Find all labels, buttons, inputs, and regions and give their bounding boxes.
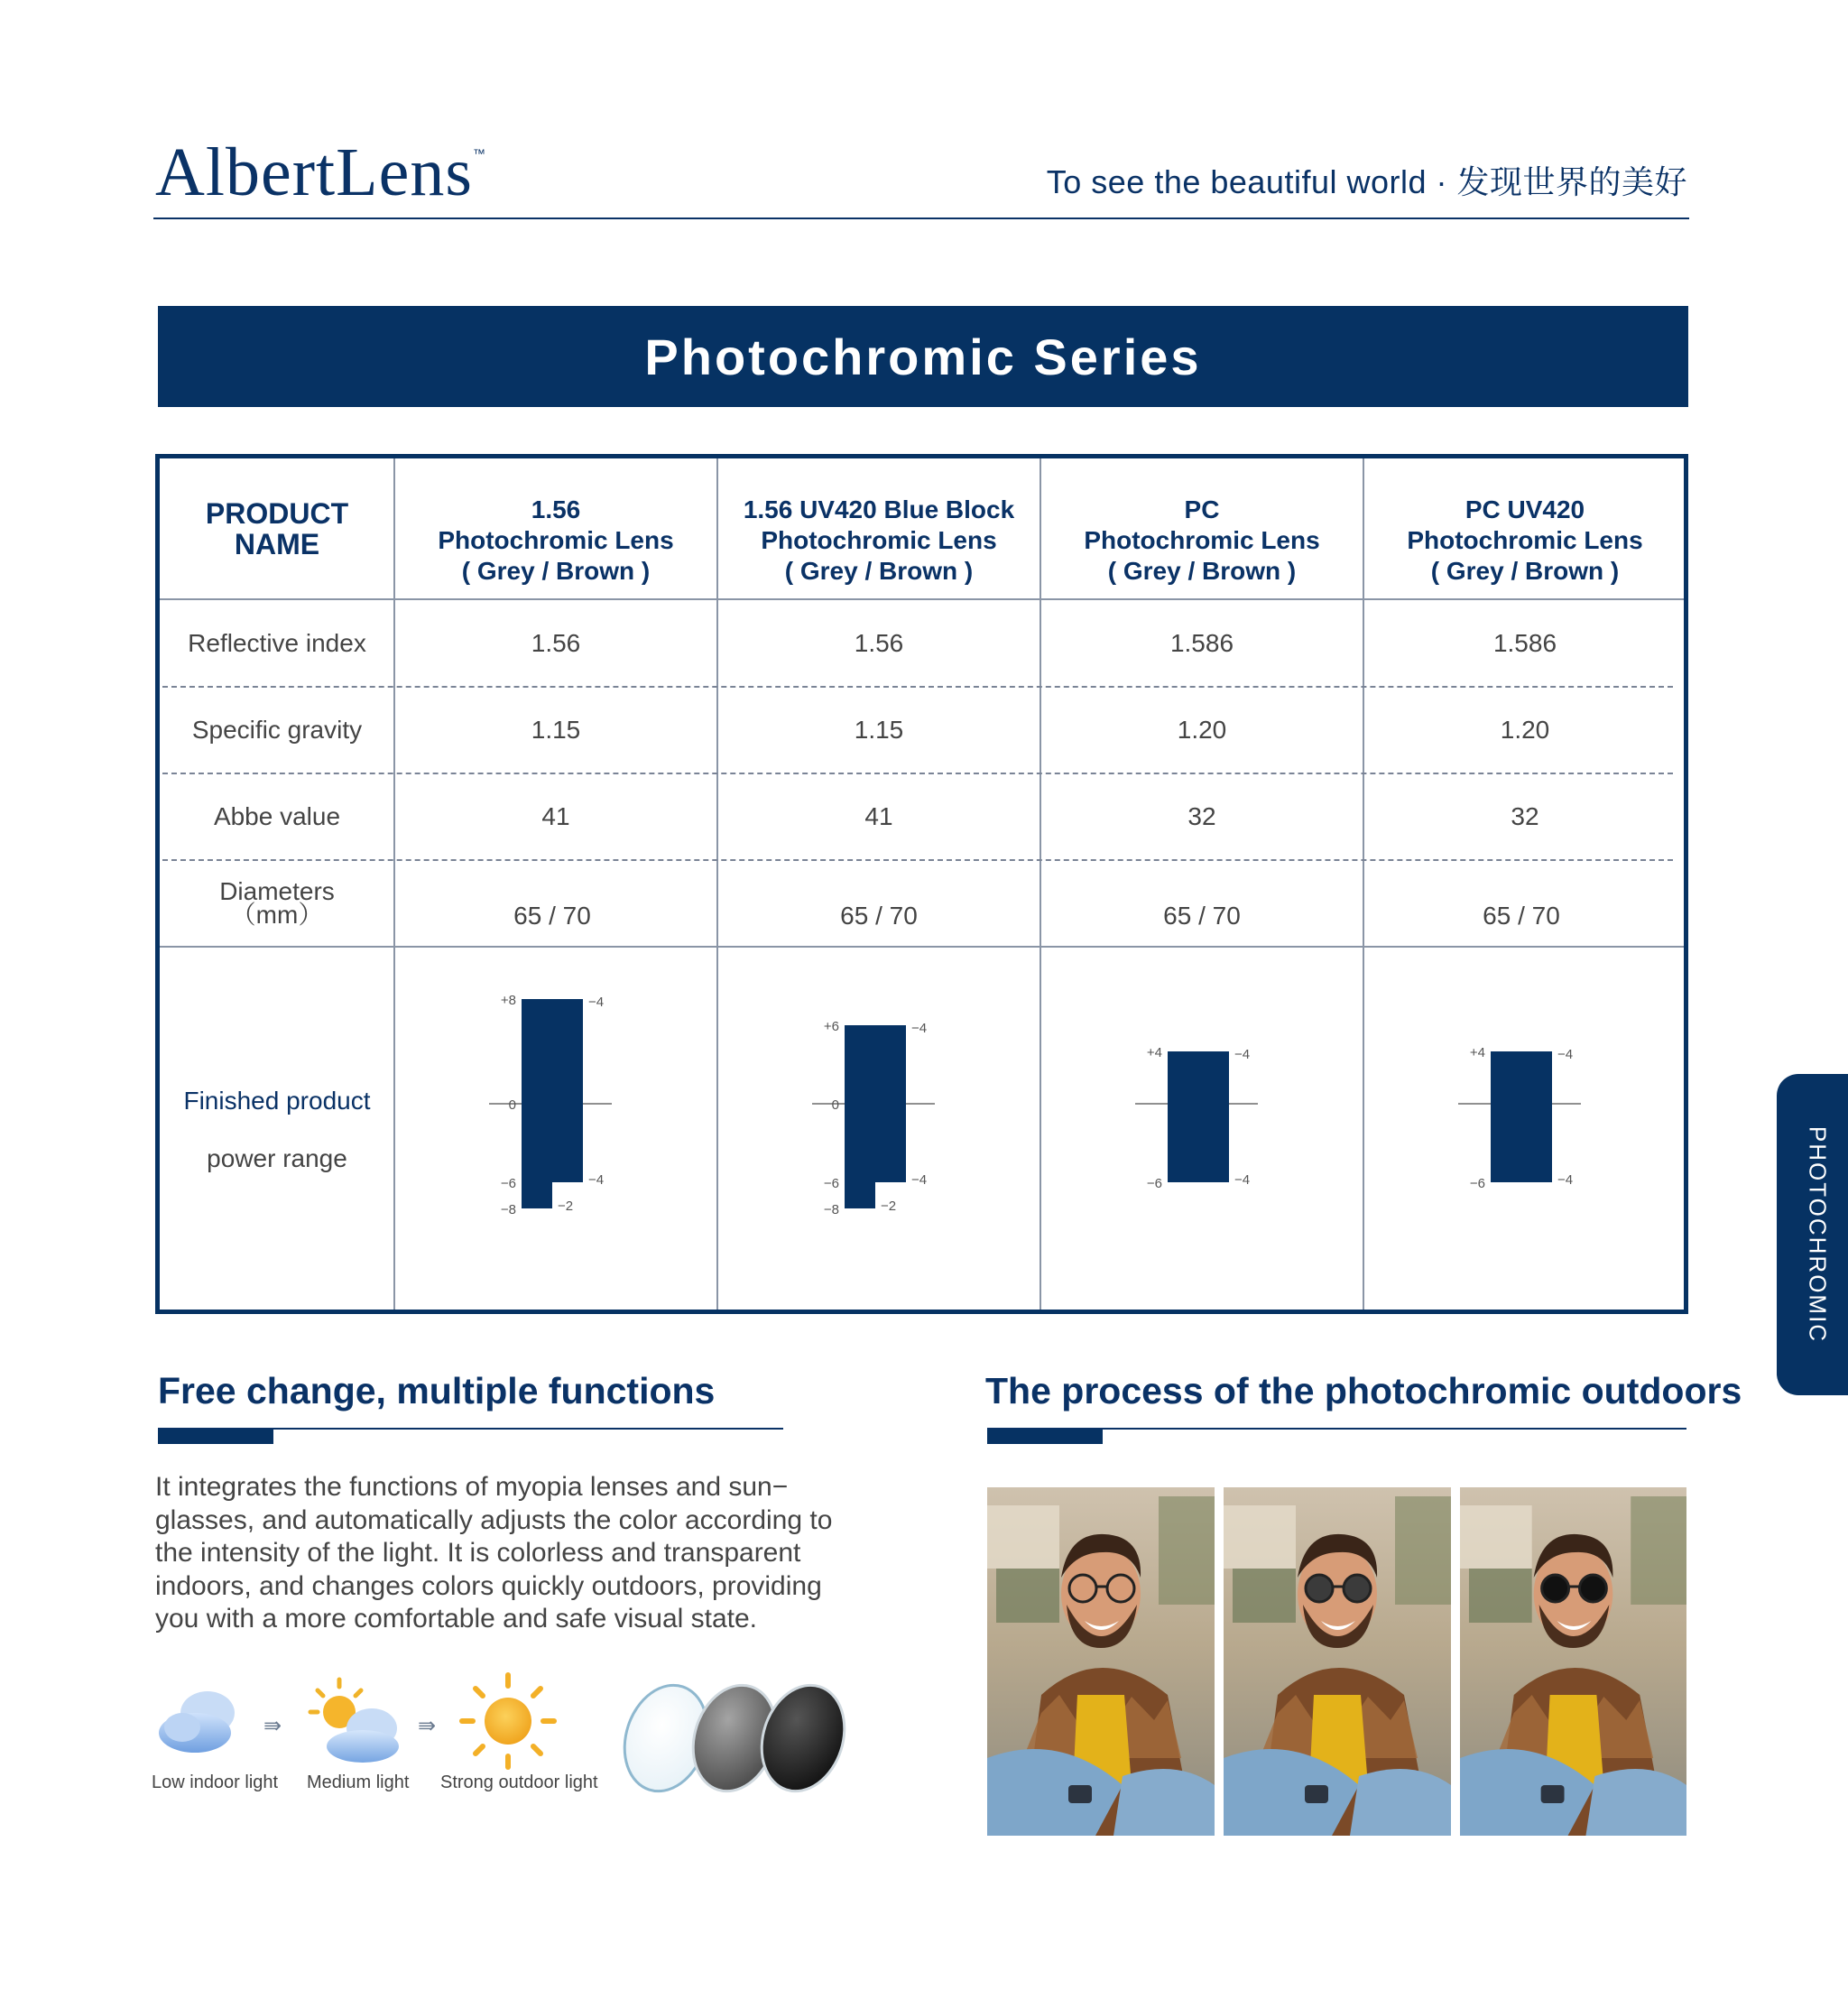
tick-label: +4 <box>1469 1045 1485 1060</box>
section-side-tab[interactable]: PHOTOCHROMIC <box>1777 1074 1848 1395</box>
tick-label: −4 <box>911 1172 928 1188</box>
model-photo-dark-tint <box>1460 1487 1686 1836</box>
table-cell: 1.15 <box>854 716 904 744</box>
tick-label: 0 <box>831 1097 839 1113</box>
weather-label: Strong outdoor light <box>440 1772 598 1792</box>
power-range-label: Finished product power range <box>183 1087 371 1172</box>
power-chart <box>1135 1036 1298 1253</box>
spec-table <box>155 454 1688 1314</box>
tick-label: −4 <box>588 995 605 1010</box>
table-cell: 41 <box>541 802 570 830</box>
right-section-accent-bar <box>987 1430 1103 1444</box>
tick-label: −4 <box>588 1172 605 1188</box>
tick-label: −6 <box>1146 1176 1162 1191</box>
brand-logo: AlbertLens™ <box>155 134 486 210</box>
table-cell: 1.586 <box>1492 628 1557 657</box>
tick-label: −6 <box>1469 1176 1485 1191</box>
power-chart <box>812 1019 975 1253</box>
lens-samples-illustration <box>617 1679 854 1796</box>
power-bar <box>845 1025 906 1182</box>
tick-label: −8 <box>500 1202 516 1217</box>
power-bar <box>522 999 583 1182</box>
tick-label: −4 <box>1557 1172 1574 1188</box>
model-photo-medium-tint <box>1224 1487 1451 1836</box>
product-header: 1.56 Photochromic Lens ( Grey / Brown ) <box>438 495 674 585</box>
double-arrow-icon: ⇛ <box>263 1714 282 1738</box>
tick-label: 0 <box>508 1097 516 1113</box>
header-divider <box>153 218 1689 219</box>
tick-label: −6 <box>823 1176 839 1191</box>
table-cell: 65 / 70 <box>1163 902 1241 930</box>
table-cell: 41 <box>864 802 893 830</box>
table-cell: 65 / 70 <box>513 902 591 930</box>
table-cell: 32 <box>1187 802 1216 830</box>
table-cell: 65 / 70 <box>1483 902 1560 930</box>
table-cell: 1.56 <box>854 628 904 657</box>
row-label: Specific gravity <box>191 716 363 744</box>
double-arrow-icon: ⇛ <box>418 1714 437 1738</box>
sun-behind-cloud-icon <box>305 1674 404 1764</box>
tick-label: −2 <box>881 1199 897 1214</box>
tick-label: −4 <box>911 1021 928 1036</box>
power-bar <box>522 1182 552 1208</box>
product-header: 1.56 UV420 Blue Block Photochromic Lens ( Grey / Brown ) <box>743 495 1015 585</box>
power-chart <box>1458 1036 1621 1253</box>
product-name-header: PRODUCT NAME <box>205 496 349 560</box>
tick-label: −8 <box>823 1202 839 1217</box>
row-label: Abbe value <box>213 802 341 830</box>
weather-label: Medium light <box>307 1772 410 1792</box>
power-bar <box>1168 1051 1229 1182</box>
tick-label: +8 <box>500 993 516 1008</box>
power-bar <box>1491 1051 1552 1182</box>
series-banner: Photochromic Series <box>158 306 1688 407</box>
tick-label: −4 <box>1234 1047 1251 1062</box>
row-label: Reflective index <box>188 628 366 657</box>
tick-label: +4 <box>1146 1045 1162 1060</box>
table-cell: 1.15 <box>531 716 581 744</box>
right-section-title: The process of the photochromic outdoors <box>985 1370 1742 1412</box>
description-paragraph: It integrates the functions of myopia lenses and sun− glasses, and automatically adjusts the color according to the intensity of the light. It is colorless and transparent indoors, and changes colors quickly outdoors, providing you with a more comfortable and safe visual state. <box>155 1472 833 1634</box>
cloud-icon <box>155 1680 245 1762</box>
tick-label: −4 <box>1234 1172 1251 1188</box>
left-section-accent-bar <box>158 1430 273 1444</box>
product-header: PC Photochromic Lens ( Grey / Brown ) <box>1084 495 1320 585</box>
table-cell: 1.56 <box>531 628 581 657</box>
model-photo-clear-lens <box>987 1487 1215 1836</box>
power-bar <box>845 1182 875 1208</box>
left-section-title: Free change, multiple functions <box>158 1370 716 1412</box>
row-label: Diameters （mm） <box>219 877 335 929</box>
weather-label: Low indoor light <box>152 1772 279 1792</box>
tick-label: −4 <box>1557 1047 1574 1062</box>
tick-label: −6 <box>500 1176 516 1191</box>
power-chart <box>489 993 651 1253</box>
tick-label: +6 <box>823 1019 839 1034</box>
product-header: PC UV420 Photochromic Lens ( Grey / Brown ) <box>1407 495 1643 585</box>
table-cell: 1.586 <box>1169 628 1234 657</box>
tagline: To see the beautiful world · 发现世界的美好 <box>1046 163 1687 200</box>
tick-label: −2 <box>558 1199 574 1214</box>
table-cell: 32 <box>1511 802 1539 830</box>
table-cell: 1.20 <box>1500 716 1550 744</box>
table-cell: 1.20 <box>1177 716 1227 744</box>
sun-icon <box>458 1671 558 1771</box>
table-cell: 65 / 70 <box>840 902 918 930</box>
